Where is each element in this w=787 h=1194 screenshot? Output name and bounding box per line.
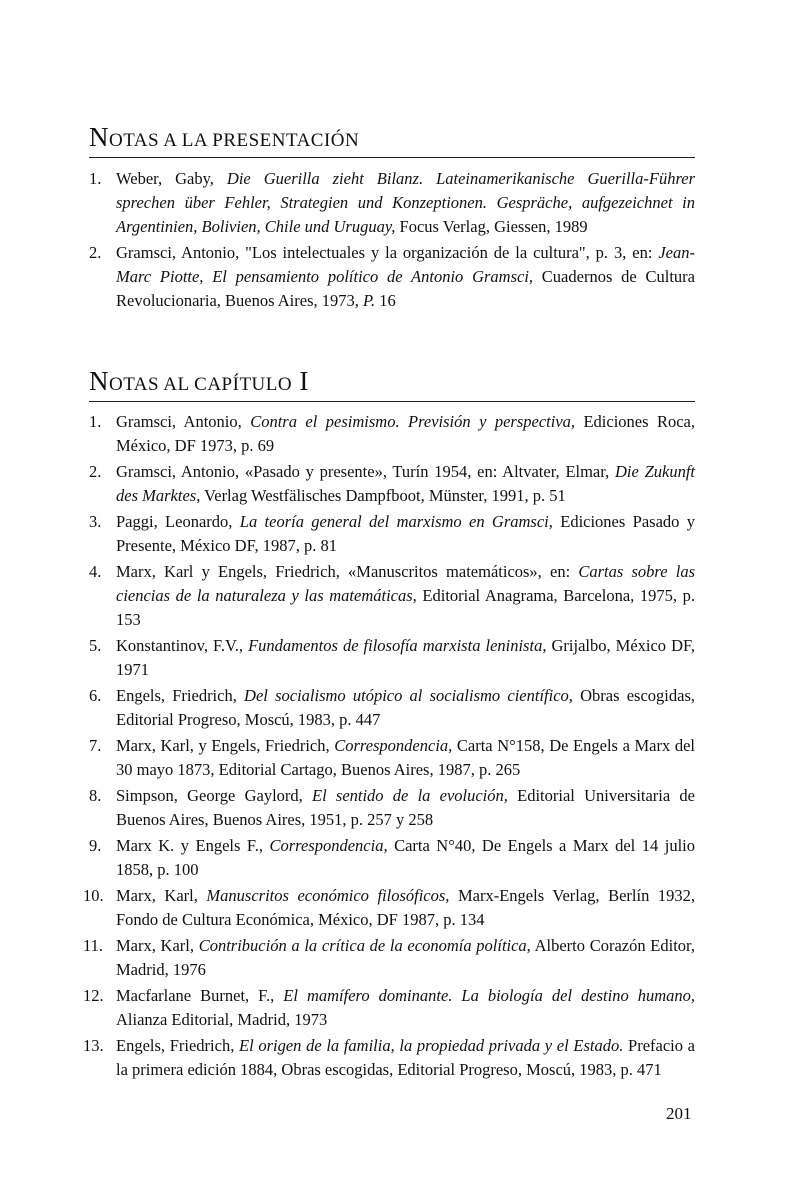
note-number: 11.	[83, 936, 104, 955]
note-item: 12. Macfarlane Burnet, F., El mamífero dominante. La biología del destino humano, Alianza Editorial, Madrid, 1973	[83, 986, 696, 1029]
note-number: 2.	[89, 462, 102, 481]
note-number: 5.	[89, 636, 102, 655]
note-item: 4. Marx, Karl y Engels, Friedrich, «Manuscritos matemáticos», en: Cartas sobre las ciencias de la naturaleza y las matemáticas, Editorial Anagrama, Barcelona, 1975, p. 153	[89, 562, 695, 629]
note-item: 9. Marx K. y Engels F., Correspondencia, Carta N°40, De Engels a Marx del 14 julio 1858, p. 100	[89, 836, 695, 879]
note-number: 2.	[89, 243, 102, 262]
note-number: 7.	[89, 736, 102, 755]
chapter-numeral: I	[299, 366, 309, 396]
note-item: 6. Engels, Friedrich, Del socialismo utópico al socialismo científico, Obras escogidas, Editorial Progreso, Moscú, 1983, p. 447	[89, 686, 695, 729]
note-number: 13.	[83, 1036, 104, 1055]
note-item: 5. Konstantinov, F.V., Fundamentos de filosofía marxista leninista, Grijalbo, México DF, 1971	[89, 636, 695, 679]
note-number: 12.	[83, 986, 104, 1005]
note-item: 2. Gramsci, Antonio, «Pasado y presente», Turín 1954, en: Altvater, Elmar, Die Zukunft des Marktes, Verlag Westfälisches Dampfboot, Münster, 1991, p. 51	[89, 462, 695, 505]
note-number: 10.	[83, 886, 104, 905]
note-item: 7. Marx, Karl, y Engels, Friedrich, Correspondencia, Carta N°158, De Engels a Marx del 30 mayo 1873, Editorial Cartago, Buenos Aires, 1987, p. 265	[89, 736, 695, 779]
note-item: 8. Simpson, George Gaylord, El sentido de la evolución, Editorial Universitaria de Buenos Aires, Buenos Aires, 1951, p. 257 y 258	[89, 786, 696, 829]
page-number: 201	[666, 1104, 692, 1123]
section-rule	[89, 157, 695, 158]
note-item: 1. Gramsci, Antonio, Contra el pesimismo. Previsión y perspectiva, Ediciones Roca, México, DF 1973, p. 69	[89, 412, 696, 455]
notes-list-capitulo	[83, 410, 696, 1084]
section-title-presentacion	[89, 122, 359, 153]
section-rule	[89, 401, 695, 402]
note-item: 13. Engels, Friedrich, El origen de la familia, la propiedad privada y el Estado. Prefacio a la primera edición 1884, Obras escogidas, Editorial Progreso, Moscú, 1983, p. 471	[83, 1036, 696, 1079]
note-item: 2. Gramsci, Antonio, "Los intelectuales y la organización de la cultura", p. 3, en: Jean-Marc Piotte, El pensamiento político de Antonio Gramsci, Cuadernos de Cultura Revolucionaria, Buenos Aires, 1973, P. 16	[89, 243, 695, 310]
note-item: 10. Marx, Karl, Manuscritos económico filosóficos, Marx-Engels Verlag, Berlín 1932, Fondo de Cultura Económica, México, DF 1987, p. 134	[83, 886, 696, 929]
section-title-capitulo	[89, 366, 309, 397]
note-number: 1.	[89, 169, 102, 188]
note-item: 1. Weber, Gaby, Die Guerilla zieht Bilanz. Lateinamerikanische Guerilla-Führer sprechen über Fehler, Strategien und Konzeptionen. Gespräche, aufgezeichnet in Argentinien, Bolivien, Chile und Uruguay, Focus Verlag, Giessen, 1989	[89, 169, 696, 236]
note-number: 3.	[89, 512, 102, 531]
title-rest: OTAS AL CAPÍTULO	[109, 374, 293, 395]
note-number: 1.	[89, 412, 102, 431]
title-rest: OTAS A LA PRESENTACIÓN	[109, 130, 360, 151]
notes-list-presentacion	[89, 167, 695, 315]
title-initial: N	[89, 366, 109, 396]
note-number: 8.	[89, 786, 102, 805]
note-number: 6.	[89, 686, 102, 705]
note-item: 11. Marx, Karl, Contribución a la crítica de la economía política, Alberto Corazón Editor, Madrid, 1976	[83, 936, 695, 979]
note-item: 3. Paggi, Leonardo, La teoría general del marxismo en Gramsci, Ediciones Pasado y Presente, México DF, 1987, p. 81	[89, 512, 696, 555]
note-number: 9.	[89, 836, 102, 855]
title-initial: N	[89, 122, 109, 152]
note-number: 4.	[89, 562, 102, 581]
